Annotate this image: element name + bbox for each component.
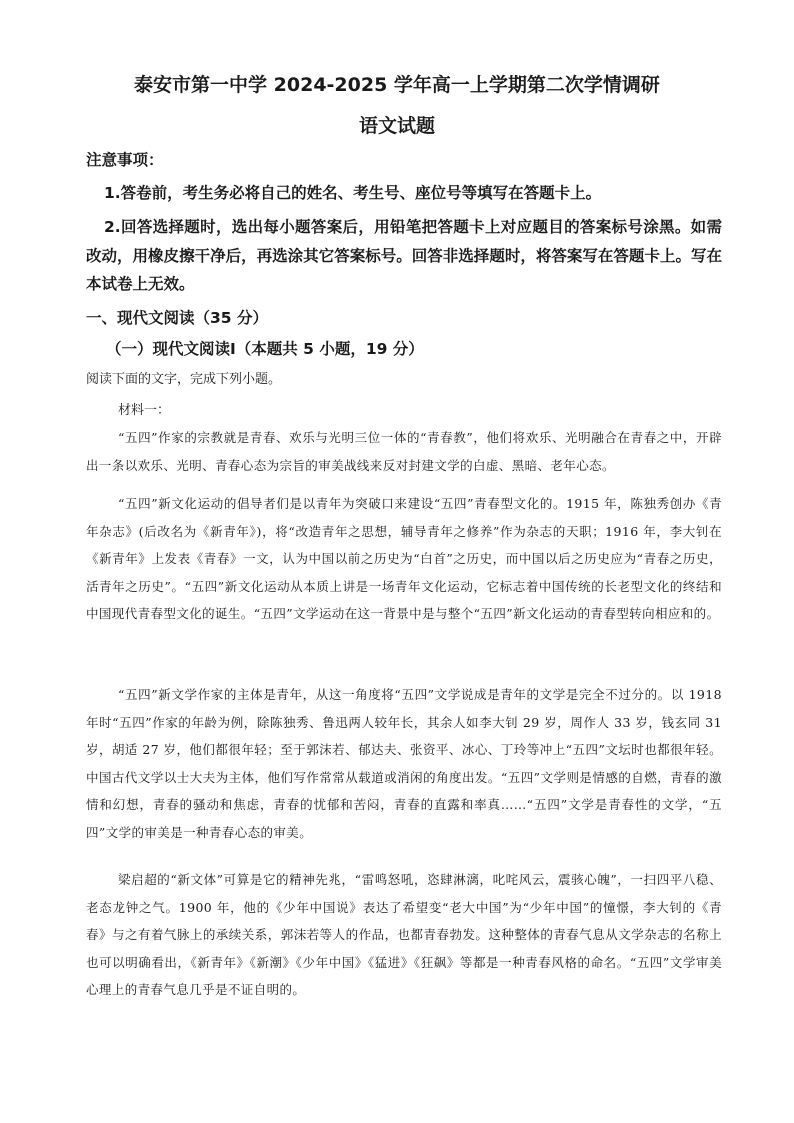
subsection-heading: （一）现代文阅读Ⅰ（本题共 5 小题，19 分） [106,340,424,358]
passage-paragraph: “五四”新文学作家的主体是青年，从这一角度将“五四”文学说成是青年的文学是完全不过分的。以 1918 年时“五四”作家的年龄为例，除陈独秀、鲁迅两人较年长，其余人如李大钊 29 岁，周作人 33 岁，钱玄同 31 岁，胡适 27 岁，他们都很年轻；至于郭沫若、郁达夫、张资平、冰心、丁玲等冲上“五四”文坛时也都很年轻。中国古代文学以士大夫为主体，他们写作常常从载道或消闲的角度出发。“五四”文学则是情感的自燃，青春的激情和幻想，青春的骚动和焦虑，青春的忧郁和苦闷，青春的直露和率真……“五四”文学是青春性的文学，“五四”文学的审美是一种青春心态的审美。 [86,687,722,840]
notice-item-1: 1.答卷前，考生务必将自己的姓名、考生号、座位号等填写在答题卡上。 [104,184,602,202]
passage-paragraph: “五四”新文化运动的倡导者们是以青年为突破口来建设“五四”青春型文化的。1915 年，陈独秀创办《青年杂志》(后改名为《新青年》)，将“改造青年之思想，辅导青年之修养”作为杂志的天职；1916 年，李大钊在《新青年》上发表《青春》一文，认为中国以前之历史为“白首”之历史，而中国以后之历史应为“青春之历史，活青年之历史”。“五四”新文化运动从本质上讲是一场青年文化运动，它标志着中国传统的长老型文化的终结和中国现代青春型文化的诞生。“五四”文学运动在这一背景中是与整个“五四”新文化运动的青春型转向相应和的。 [86,496,722,621]
reading-instruction: 阅读下面的文字，完成下列小题。 [86,372,282,387]
material-label: 材料一： [118,403,171,418]
exam-subject: 语文试题 [358,115,435,137]
notice-heading: 注意事项： [86,151,164,169]
passage-paragraph: 梁启超的“新文体”可算是它的精神先兆，“雷鸣怒吼，恣肆淋漓，叱咤风云，震骇心魄”，一扫四平八稳、老态龙钟之气。1900 年，他的《少年中国说》表达了希望变“老大中国”为“少年中国”的憧憬，李大钊的《青春》与之有着气脉上的承续关系，郭沫若等人的作品，也都青春勃发。这种整体的青春气息从文学杂志的名称上也可以明确看出，《新青年》《新潮》《少年中国》《猛进》《狂飙》等都是一种青春风格的命名。“五四”文学审美心理上的青春气息几乎是不证自明的。 [86,872,722,997]
section-heading: 一、现代文阅读（35 分） [86,309,268,327]
notice-item-2: 2.回答选择题时，选出每小题答案后，用铅笔把答题卡上对应题目的答案标号涂黑。如需改动，用橡皮擦干净后，再选涂其它答案标号。回答非选择题时，将答案写在答题卡上。写在本试卷上无效。 [86,218,722,294]
passage-paragraph: “五四”作家的宗教就是青春、欢乐与光明三位一体的“青春教”，他们将欢乐、光明融合在青春之中，开辟出一条以欢乐、光明、青春心态为宗旨的审美战线来反对封建文学的白虚、黑暗、老年心态。 [86,430,722,473]
exam-title: 泰安市第一中学 2024-2025 学年高一上学期第二次学情调研 [134,74,660,96]
